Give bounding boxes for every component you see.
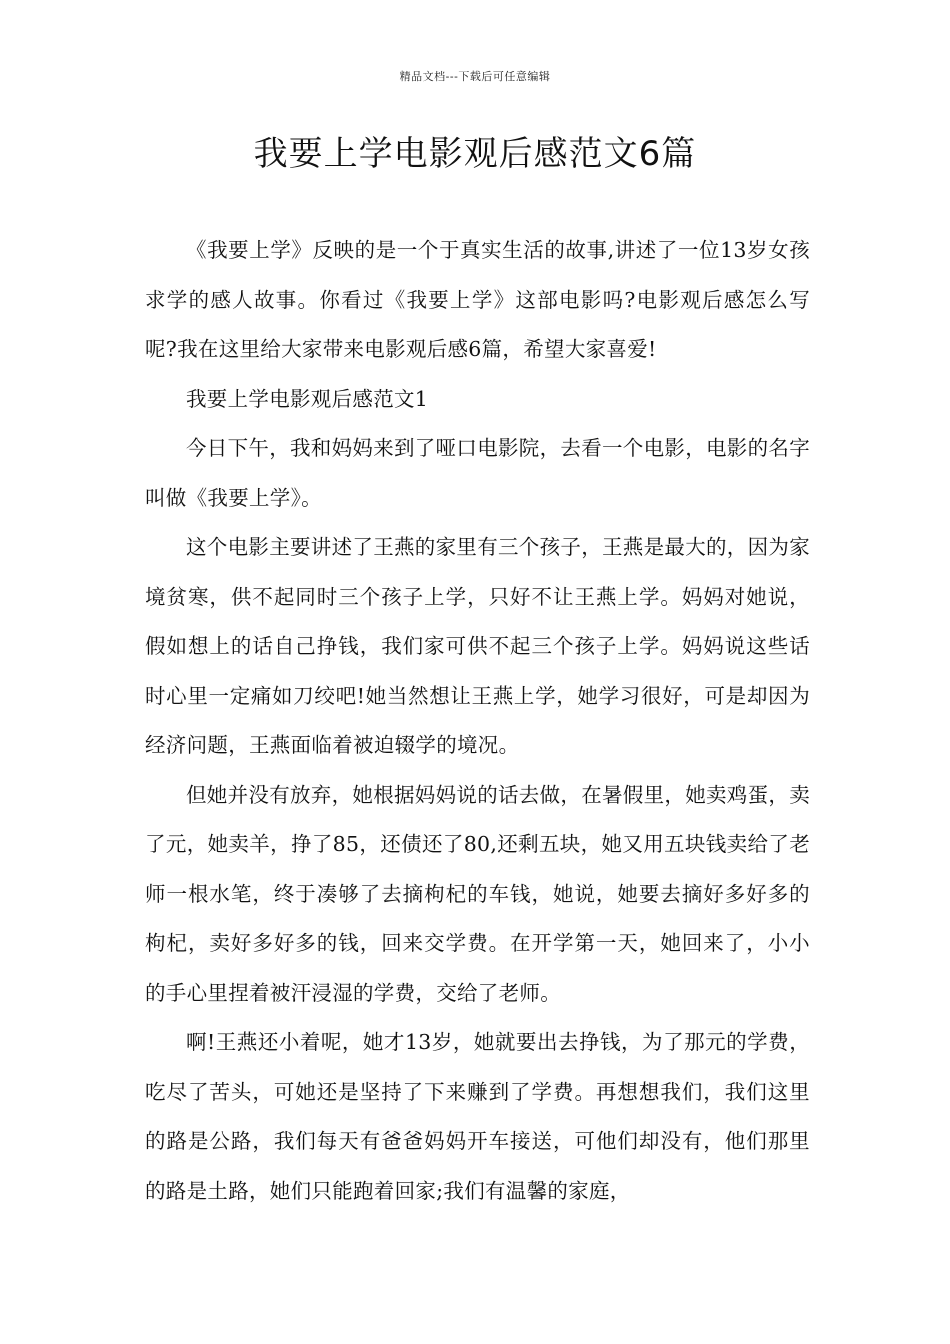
intro-paragraph: 《我要上学》反映的是一个于真实生活的故事,讲述了一位13岁女孩求学的感人故事。你看过《我要上学》这部电影吗?电影观后感怎么写呢?我在这里给大家带来电影观后感6篇，希望大家喜爱! xyxy=(145,238,810,361)
body-paragraph: 这个电影主要讲述了王燕的家里有三个孩子，王燕是最大的，因为家境贫寒，供不起同时三个孩子上学，只好不让王燕上学。妈妈对她说，假如想上的话自己挣钱，我们家可供不起三个孩子上学。妈妈说这些话时心里一定痛如刀绞吧!她当然想让王燕上学，她学习很好，可是却因为经济问题，王燕面临着被迫辍学的境况。 xyxy=(145,535,810,757)
body-paragraph: 啊!王燕还小着呢，她才13岁，她就要出去挣钱，为了那元的学费，吃尽了苦头，可她还是坚持了下来赚到了学费。再想想我们，我们这里的路是公路，我们每天有爸爸妈妈开车接送，可他们却没有，他们那里的路是土路，她们只能跑着回家;我们有温馨的家庭， xyxy=(145,1030,810,1203)
header-note: 精品文档---下载后可任意编辑 xyxy=(399,70,551,83)
body-paragraph: 但她并没有放弃，她根据妈妈说的话去做，在暑假里，她卖鸡蛋，卖了元，她卖羊，挣了85，还债还了80,还剩五块，她又用五块钱卖给了老师一根水笔，终于凑够了去摘枸杞的车钱，她说，她要去摘好多好多的枸杞，卖好多好多的钱，回来交学费。在开学第一天，她回来了，小小的手心里捏着被汗浸湿的学费，交给了老师。 xyxy=(145,782,810,1005)
document-title: 我要上学电影观后感范文6篇 xyxy=(253,134,697,174)
body-paragraph: 今日下午，我和妈妈来到了哑口电影院，去看一个电影，电影的名字叫做《我要上学》。 xyxy=(145,436,810,510)
section-heading: 我要上学电影观后感范文1 xyxy=(186,386,429,411)
document-body xyxy=(145,226,810,1216)
